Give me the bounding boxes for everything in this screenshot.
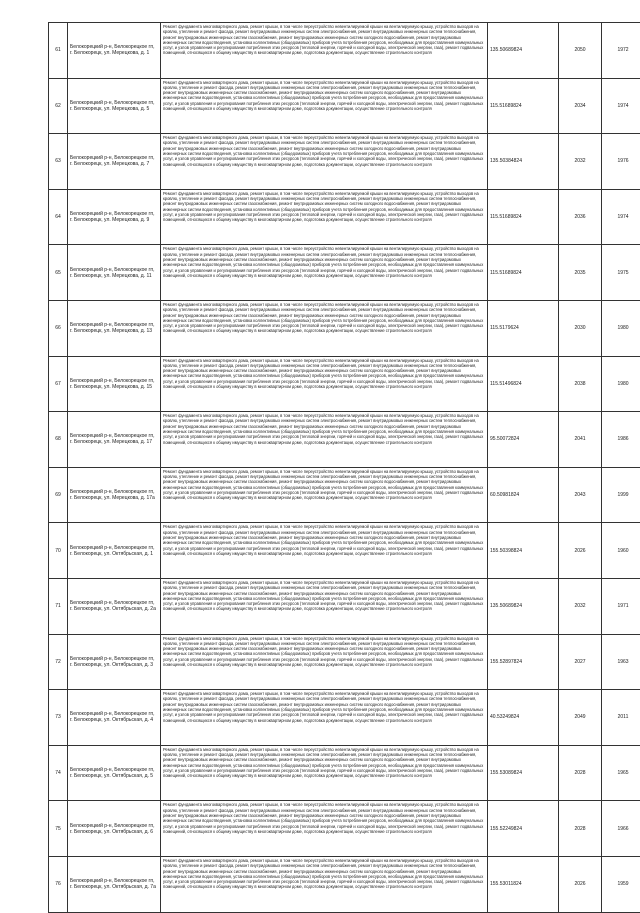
build-year-cell: 1965: [602, 745, 640, 801]
build-year-cell: 1974: [602, 78, 640, 134]
row-number-cell: 74: [49, 745, 68, 801]
address-cell: Белокорецкий р-н, Белокорецкое гп, г. Белокорецк, ул. Мерецкова, д. 15: [68, 356, 161, 412]
address-cell: Белокорецкий р-н, Белокорецкое гп, г. Белокорецк, ул. Мерецкова, д. 17: [68, 412, 161, 468]
cost-cell: 60.50981824: [488, 467, 559, 523]
work-description-cell: Ремонт фундамента многоквартирного дома, ремонт крыши, в том числе переустройство невентилируемой крыши на вентилируемую крышу, устройство выходов на кровлю, утепление и ремонт фасада, ремонт внутридомовых инженерных систем электроснабжения, ремонт внутридомовых инженерных систем теплоснабжения, ремонт внутридомовых инженерных систем газоснабжения, ремонт внутридомовых инженерных систем холодного водоснабжения, ремонт внутридомовых инженерных систем водоотведения, установка коллективных (общедомовых) приборов учета потребления ресурсов, необходимых для предоставления коммунальных услуг, и узлов управления и регулирования потребления этих ресурсов (тепловой энергии, горячей и холодной воды, электрической энергии, газа), ремонт подвальных помещений, относящихся к общему имуществу в многоквартирном доме, подготовка документации, осуществление строительного контроля: [161, 412, 488, 468]
address-cell: Белокорецкий р-н, Белокорецкое гп, г. Белокорецк, ул. Мерецкова, д. 11: [68, 245, 161, 301]
cost-cell: 115.51689824: [488, 78, 559, 134]
build-year-cell: 2011: [602, 690, 640, 746]
build-year-cell: 1963: [602, 634, 640, 690]
address-cell: Белокорецкий р-н, Белокорецкое гп, г. Белокорецк, ул. Октябрьская, д. 5: [68, 745, 161, 801]
address-cell: Белокорецкий р-н, Белокорецкое гп, г. Белокорецк, ул. Октябрьская, д. 1: [68, 523, 161, 579]
work-description-cell: Ремонт фундамента многоквартирного дома, ремонт крыши, в том числе переустройство невентилируемой крыши на вентилируемую крышу, устройство выходов на кровлю, утепление и ремонт фасада, ремонт внутридомовых инженерных систем электроснабжения, ремонт внутридомовых инженерных систем теплоснабжения, ремонт внутридомовых инженерных систем газоснабжения, ремонт внутридомовых инженерных систем холодного водоснабжения, ремонт внутридомовых инженерных систем водоотведения, установка коллективных (общедомовых) приборов учета потребления ресурсов, необходимых для предоставления коммунальных услуг, и узлов управления и регулирования потребления этих ресурсов (тепловой энергии, горячей и холодной воды, электрической энергии, газа), ремонт подвальных помещений, относящихся к общему имуществу в многоквартирном доме, подготовка документации, осуществление строительного контроля: [161, 634, 488, 690]
table-row: [49, 189, 640, 245]
work-description-cell: Ремонт фундамента многоквартирного дома, ремонт крыши, в том числе переустройство невентилируемой крыши на вентилируемую крышу, устройство выходов на кровлю, утепление и ремонт фасада, ремонт внутридомовых инженерных систем электроснабжения, ремонт внутридомовых инженерных систем теплоснабжения, ремонт внутридомовых инженерных систем газоснабжения, ремонт внутридомовых инженерных систем холодного водоснабжения, ремонт внутридомовых инженерных систем водоотведения, установка коллективных (общедомовых) приборов учета потребления ресурсов, необходимых для предоставления коммунальных услуг, и узлов управления и регулирования потребления этих ресурсов (тепловой энергии, горячей и холодной воды, электрической энергии, газа), ремонт подвальных помещений, относящихся к общему имуществу в многоквартирном доме, подготовка документации, осуществление строительного контроля: [161, 134, 488, 190]
row-number-cell: 65: [49, 245, 68, 301]
table-row: [49, 356, 640, 412]
row-number-cell: 71: [49, 578, 68, 634]
table-row: [49, 412, 640, 468]
build-year-cell: 1960: [602, 523, 640, 579]
row-number-cell: 63: [49, 134, 68, 190]
table-row: [49, 745, 640, 801]
row-number-cell: 69: [49, 467, 68, 523]
table-row: [49, 523, 640, 579]
cost-cell: 155.50398824: [488, 523, 559, 579]
address-cell: Белокорецкий р-н, Белокорецкое гп, г. Белокорецк, ул. Октябрьская, д. 6: [68, 801, 161, 857]
row-number-cell: 72: [49, 634, 68, 690]
build-year-cell: 1980: [602, 300, 640, 356]
work-description-cell: Ремонт фундамента многоквартирного дома, ремонт крыши, в том числе переустройство невентилируемой крыши на вентилируемую крышу, устройство выходов на кровлю, утепление и ремонт фасада, ремонт внутридомовых инженерных систем электроснабжения, ремонт внутридомовых инженерных систем теплоснабжения, ремонт внутридомовых инженерных систем газоснабжения, ремонт внутридомовых инженерных систем холодного водоснабжения, ремонт внутридомовых инженерных систем водоотведения, установка коллективных (общедомовых) приборов учета потребления ресурсов, необходимых для предоставления коммунальных услуг, и узлов управления и регулирования потребления этих ресурсов (тепловой энергии, горячей и холодной воды, электрической энергии, газа), ремонт подвальных помещений, относящихся к общему имуществу в многоквартирном доме, подготовка документации, осуществление строительного контроля: [161, 690, 488, 746]
build-year-cell: 1980: [602, 356, 640, 412]
planned-year-cell: 2041: [559, 412, 602, 468]
table-body: [49, 23, 640, 913]
row-number-cell: 62: [49, 78, 68, 134]
address-cell: Белокорецкий р-н, Белокорецкое гп, г. Белокорецк, ул. Октябрьская, д. 7а: [68, 856, 161, 912]
address-cell: Белокорецкий р-н, Белокорецкое гп, г. Белокорецк, ул. Октябрьская, д. 2а: [68, 578, 161, 634]
work-description-cell: Ремонт фундамента многоквартирного дома, ремонт крыши, в том числе переустройство невентилируемой крыши на вентилируемую крышу, устройство выходов на кровлю, утепление и ремонт фасада, ремонт внутридомовых инженерных систем электроснабжения, ремонт внутридомовых инженерных систем теплоснабжения, ремонт внутридомовых инженерных систем газоснабжения, ремонт внутридомовых инженерных систем холодного водоснабжения, ремонт внутридомовых инженерных систем водоотведения, установка коллективных (общедомовых) приборов учета потребления ресурсов, необходимых для предоставления коммунальных услуг, и узлов управления и регулирования потребления этих ресурсов (тепловой энергии, горячей и холодной воды, электрической энергии, газа), ремонт подвальных помещений, относящихся к общему имуществу в многоквартирном доме, подготовка документации, осуществление строительного контроля: [161, 467, 488, 523]
cost-cell: 115.51496824: [488, 356, 559, 412]
build-year-cell: 1971: [602, 578, 640, 634]
table-row: [49, 856, 640, 912]
row-number-cell: 67: [49, 356, 68, 412]
planned-year-cell: 2049: [559, 690, 602, 746]
cost-cell: 115.51689824: [488, 189, 559, 245]
cost-cell: 115.51689824: [488, 245, 559, 301]
cost-cell: 135.50689824: [488, 578, 559, 634]
document-page: [48, 22, 622, 913]
build-year-cell: 1999: [602, 467, 640, 523]
row-number-cell: 64: [49, 189, 68, 245]
table-row: [49, 690, 640, 746]
row-number-cell: 70: [49, 523, 68, 579]
build-year-cell: 1986: [602, 412, 640, 468]
planned-year-cell: 2035: [559, 245, 602, 301]
work-description-cell: Ремонт фундамента многоквартирного дома, ремонт крыши, в том числе переустройство невентилируемой крыши на вентилируемую крышу, устройство выходов на кровлю, утепление и ремонт фасада, ремонт внутридомовых инженерных систем электроснабжения, ремонт внутридомовых инженерных систем теплоснабжения, ремонт внутридомовых инженерных систем газоснабжения, ремонт внутридомовых инженерных систем холодного водоснабжения, ремонт внутридомовых инженерных систем водоотведения, установка коллективных (общедомовых) приборов учета потребления ресурсов, необходимых для предоставления коммунальных услуг, и узлов управления и регулирования потребления этих ресурсов (тепловой энергии, горячей и холодной воды, электрической энергии, газа), ремонт подвальных помещений, относящихся к общему имуществу в многоквартирном доме, подготовка документации, осуществление строительного контроля: [161, 523, 488, 579]
work-description-cell: Ремонт фундамента многоквартирного дома, ремонт крыши, в том числе переустройство невентилируемой крыши на вентилируемую крышу, устройство выходов на кровлю, утепление и ремонт фасада, ремонт внутридомовых инженерных систем электроснабжения, ремонт внутридомовых инженерных систем теплоснабжения, ремонт внутридомовых инженерных систем газоснабжения, ремонт внутридомовых инженерных систем холодного водоснабжения, ремонт внутридомовых инженерных систем водоотведения, установка коллективных (общедомовых) приборов учета потребления ресурсов, необходимых для предоставления коммунальных услуг, и узлов управления и регулирования потребления этих ресурсов (тепловой энергии, горячей и холодной воды, электрической энергии, газа), ремонт подвальных помещений, относящихся к общему имуществу в многоквартирном доме, подготовка документации, осуществление строительного контроля: [161, 189, 488, 245]
work-description-cell: Ремонт фундамента многоквартирного дома, ремонт крыши, в том числе переустройство невентилируемой крыши на вентилируемую крышу, устройство выходов на кровлю, утепление и ремонт фасада, ремонт внутридомовых инженерных систем электроснабжения, ремонт внутридомовых инженерных систем теплоснабжения, ремонт внутридомовых инженерных систем газоснабжения, ремонт внутридомовых инженерных систем холодного водоснабжения, ремонт внутридомовых инженерных систем водоотведения, установка коллективных (общедомовых) приборов учета потребления ресурсов, необходимых для предоставления коммунальных услуг, и узлов управления и регулирования потребления этих ресурсов (тепловой энергии, горячей и холодной воды, электрической энергии, газа), ремонт подвальных помещений, относящихся к общему имуществу в многоквартирном доме, подготовка документации, осуществление строительного контроля: [161, 745, 488, 801]
cost-cell: 40.53249824: [488, 690, 559, 746]
planned-year-cell: 2034: [559, 78, 602, 134]
work-description-cell: Ремонт фундамента многоквартирного дома, ремонт крыши, в том числе переустройство невентилируемой крыши на вентилируемую крышу, устройство выходов на кровлю, утепление и ремонт фасада, ремонт внутридомовых инженерных систем электроснабжения, ремонт внутридомовых инженерных систем теплоснабжения, ремонт внутридомовых инженерных систем газоснабжения, ремонт внутридомовых инженерных систем холодного водоснабжения, ремонт внутридомовых инженерных систем водоотведения, установка коллективных (общедомовых) приборов учета потребления ресурсов, необходимых для предоставления коммунальных услуг, и узлов управления и регулирования потребления этих ресурсов (тепловой энергии, горячей и холодной воды, электрической энергии, газа), ремонт подвальных помещений, относящихся к общему имуществу в многоквартирном доме, подготовка документации, осуществление строительного контроля: [161, 23, 488, 79]
row-number-cell: 61: [49, 23, 68, 79]
planned-year-cell: 2028: [559, 745, 602, 801]
address-cell: Белокорецкий р-н, Белокорецкое гп, г. Белокорецк, ул. Октябрьская, д. 4: [68, 690, 161, 746]
table-row: [49, 245, 640, 301]
address-cell: Белокорецкий р-н, Белокорецкое гп, г. Белокорецк, ул. Мерецкова, д. 7: [68, 134, 161, 190]
planned-year-cell: 2030: [559, 300, 602, 356]
table-row: [49, 801, 640, 857]
table-row: [49, 78, 640, 134]
build-year-cell: 1959: [602, 856, 640, 912]
build-year-cell: 1974: [602, 189, 640, 245]
build-year-cell: 1972: [602, 23, 640, 79]
build-year-cell: 1966: [602, 801, 640, 857]
address-cell: Белокорецкий р-н, Белокорецкое гп, г. Белокорецк, ул. Мерецкова, д. 13: [68, 300, 161, 356]
cost-cell: 155.53089824: [488, 745, 559, 801]
work-description-cell: Ремонт фундамента многоквартирного дома, ремонт крыши, в том числе переустройство невентилируемой крыши на вентилируемую крышу, устройство выходов на кровлю, утепление и ремонт фасада, ремонт внутридомовых инженерных систем электроснабжения, ремонт внутридомовых инженерных систем теплоснабжения, ремонт внутридомовых инженерных систем газоснабжения, ремонт внутридомовых инженерных систем холодного водоснабжения, ремонт внутридомовых инженерных систем водоотведения, установка коллективных (общедомовых) приборов учета потребления ресурсов, необходимых для предоставления коммунальных услуг, и узлов управления и регулирования потребления этих ресурсов (тепловой энергии, горячей и холодной воды, электрической энергии, газа), ремонт подвальных помещений, относящихся к общему имуществу в многоквартирном доме, подготовка документации, осуществление строительного контроля: [161, 245, 488, 301]
row-number-cell: 68: [49, 412, 68, 468]
cost-cell: 115.5179624: [488, 300, 559, 356]
planned-year-cell: 2032: [559, 578, 602, 634]
planned-year-cell: 2038: [559, 356, 602, 412]
address-cell: Белокорецкий р-н, Белокорецкое гп, г. Белокорецк, ул. Мерецкова, д. 9: [68, 189, 161, 245]
row-number-cell: 73: [49, 690, 68, 746]
table-row: [49, 467, 640, 523]
planned-year-cell: 2028: [559, 801, 602, 857]
address-cell: Белокорецкий р-н, Белокорецкое гп, г. Белокорецк, ул. Мерецкова, д. 1: [68, 23, 161, 79]
planned-year-cell: 2043: [559, 467, 602, 523]
table-row: [49, 134, 640, 190]
cost-cell: 155.52897824: [488, 634, 559, 690]
planned-year-cell: 2026: [559, 856, 602, 912]
row-number-cell: 75: [49, 801, 68, 857]
build-year-cell: 1975: [602, 245, 640, 301]
cost-cell: 95.50072824: [488, 412, 559, 468]
planned-year-cell: 2036: [559, 189, 602, 245]
table-row: [49, 578, 640, 634]
address-cell: Белокорецкий р-н, Белокорецкое гп, г. Белокорецк, ул. Октябрьская, д. 3: [68, 634, 161, 690]
row-number-cell: 76: [49, 856, 68, 912]
cost-cell: 155.52249824: [488, 801, 559, 857]
planned-year-cell: 2026: [559, 523, 602, 579]
work-description-cell: Ремонт фундамента многоквартирного дома, ремонт крыши, в том числе переустройство невентилируемой крыши на вентилируемую крышу, устройство выходов на кровлю, утепление и ремонт фасада, ремонт внутридомовых инженерных систем электроснабжения, ремонт внутридомовых инженерных систем теплоснабжения, ремонт внутридомовых инженерных систем газоснабжения, ремонт внутридомовых инженерных систем холодного водоснабжения, ремонт внутридомовых инженерных систем водоотведения, установка коллективных (общедомовых) приборов учета потребления ресурсов, необходимых для предоставления коммунальных услуг, и узлов управления и регулирования потребления этих ресурсов (тепловой энергии, горячей и холодной воды, электрической энергии, газа), ремонт подвальных помещений, относящихся к общему имуществу в многоквартирном доме, подготовка документации, осуществление строительного контроля: [161, 356, 488, 412]
work-description-cell: Ремонт фундамента многоквартирного дома, ремонт крыши, в том числе переустройство невентилируемой крыши на вентилируемую крышу, устройство выходов на кровлю, утепление и ремонт фасада, ремонт внутридомовых инженерных систем электроснабжения, ремонт внутридомовых инженерных систем теплоснабжения, ремонт внутридомовых инженерных систем газоснабжения, ремонт внутридомовых инженерных систем холодного водоснабжения, ремонт внутридомовых инженерных систем водоотведения, установка коллективных (общедомовых) приборов учета потребления ресурсов, необходимых для предоставления коммунальных услуг, и узлов управления и регулирования потребления этих ресурсов (тепловой энергии, горячей и холодной воды, электрической энергии, газа), ремонт подвальных помещений, относящихся к общему имуществу в многоквартирном доме, подготовка документации, осуществление строительного контроля: [161, 78, 488, 134]
repair-program-table: [48, 22, 640, 913]
planned-year-cell: 2027: [559, 634, 602, 690]
build-year-cell: 1976: [602, 134, 640, 190]
planned-year-cell: 2050: [559, 23, 602, 79]
address-cell: Белокорецкий р-н, Белокорецкое гп, г. Белокорецк, ул. Мерецкова, д. 17а: [68, 467, 161, 523]
planned-year-cell: 2032: [559, 134, 602, 190]
row-number-cell: 66: [49, 300, 68, 356]
address-cell: Белокорецкий р-н, Белокорецкое гп, г. Белокорецк, ул. Мерецкова, д. 5: [68, 78, 161, 134]
table-row: [49, 634, 640, 690]
cost-cell: 135.50689824: [488, 23, 559, 79]
table-row: [49, 23, 640, 79]
work-description-cell: Ремонт фундамента многоквартирного дома, ремонт крыши, в том числе переустройство невентилируемой крыши на вентилируемую крышу, устройство выходов на кровлю, утепление и ремонт фасада, ремонт внутридомовых инженерных систем электроснабжения, ремонт внутридомовых инженерных систем теплоснабжения, ремонт внутридомовых инженерных систем газоснабжения, ремонт внутридомовых инженерных систем холодного водоснабжения, ремонт внутридомовых инженерных систем водоотведения, установка коллективных (общедомовых) приборов учета потребления ресурсов, необходимых для предоставления коммунальных услуг, и узлов управления и регулирования потребления этих ресурсов (тепловой энергии, горячей и холодной воды, электрической энергии, газа), ремонт подвальных помещений, относящихся к общему имуществу в многоквартирном доме, подготовка документации, осуществление строительного контроля: [161, 801, 488, 857]
work-description-cell: Ремонт фундамента многоквартирного дома, ремонт крыши, в том числе переустройство невентилируемой крыши на вентилируемую крышу, устройство выходов на кровлю, утепление и ремонт фасада, ремонт внутридомовых инженерных систем электроснабжения, ремонт внутридомовых инженерных систем теплоснабжения, ремонт внутридомовых инженерных систем газоснабжения, ремонт внутридомовых инженерных систем холодного водоснабжения, ремонт внутридомовых инженерных систем водоотведения, установка коллективных (общедомовых) приборов учета потребления ресурсов, необходимых для предоставления коммунальных услуг, и узлов управления и регулирования потребления этих ресурсов (тепловой энергии, горячей и холодной воды, электрической энергии, газа), ремонт подвальных помещений, относящихся к общему имуществу в многоквартирном доме, подготовка документации, осуществление строительного контроля: [161, 300, 488, 356]
table-row: [49, 300, 640, 356]
work-description-cell: Ремонт фундамента многоквартирного дома, ремонт крыши, в том числе переустройство невентилируемой крыши на вентилируемую крышу, устройство выходов на кровлю, утепление и ремонт фасада, ремонт внутридомовых инженерных систем электроснабжения, ремонт внутридомовых инженерных систем теплоснабжения, ремонт внутридомовых инженерных систем газоснабжения, ремонт внутридомовых инженерных систем холодного водоснабжения, ремонт внутридомовых инженерных систем водоотведения, установка коллективных (общедомовых) приборов учета потребления ресурсов, необходимых для предоставления коммунальных услуг, и узлов управления и регулирования потребления этих ресурсов (тепловой энергии, горячей и холодной воды, электрической энергии, газа), ремонт подвальных помещений, относящихся к общему имуществу в многоквартирном доме, подготовка документации, осуществление строительного контроля: [161, 856, 488, 912]
cost-cell: 135.50384824: [488, 134, 559, 190]
work-description-cell: Ремонт фундамента многоквартирного дома, ремонт крыши, в том числе переустройство невентилируемой крыши на вентилируемую крышу, устройство выходов на кровлю, утепление и ремонт фасада, ремонт внутридомовых инженерных систем электроснабжения, ремонт внутридомовых инженерных систем теплоснабжения, ремонт внутридомовых инженерных систем газоснабжения, ремонт внутридомовых инженерных систем холодного водоснабжения, ремонт внутридомовых инженерных систем водоотведения, установка коллективных (общедомовых) приборов учета потребления ресурсов, необходимых для предоставления коммунальных услуг, и узлов управления и регулирования потребления этих ресурсов (тепловой энергии, горячей и холодной воды, электрической энергии, газа), ремонт подвальных помещений, относящихся к общему имуществу в многоквартирном доме, подготовка документации, осуществление строительного контроля: [161, 578, 488, 634]
cost-cell: 155.53011824: [488, 856, 559, 912]
